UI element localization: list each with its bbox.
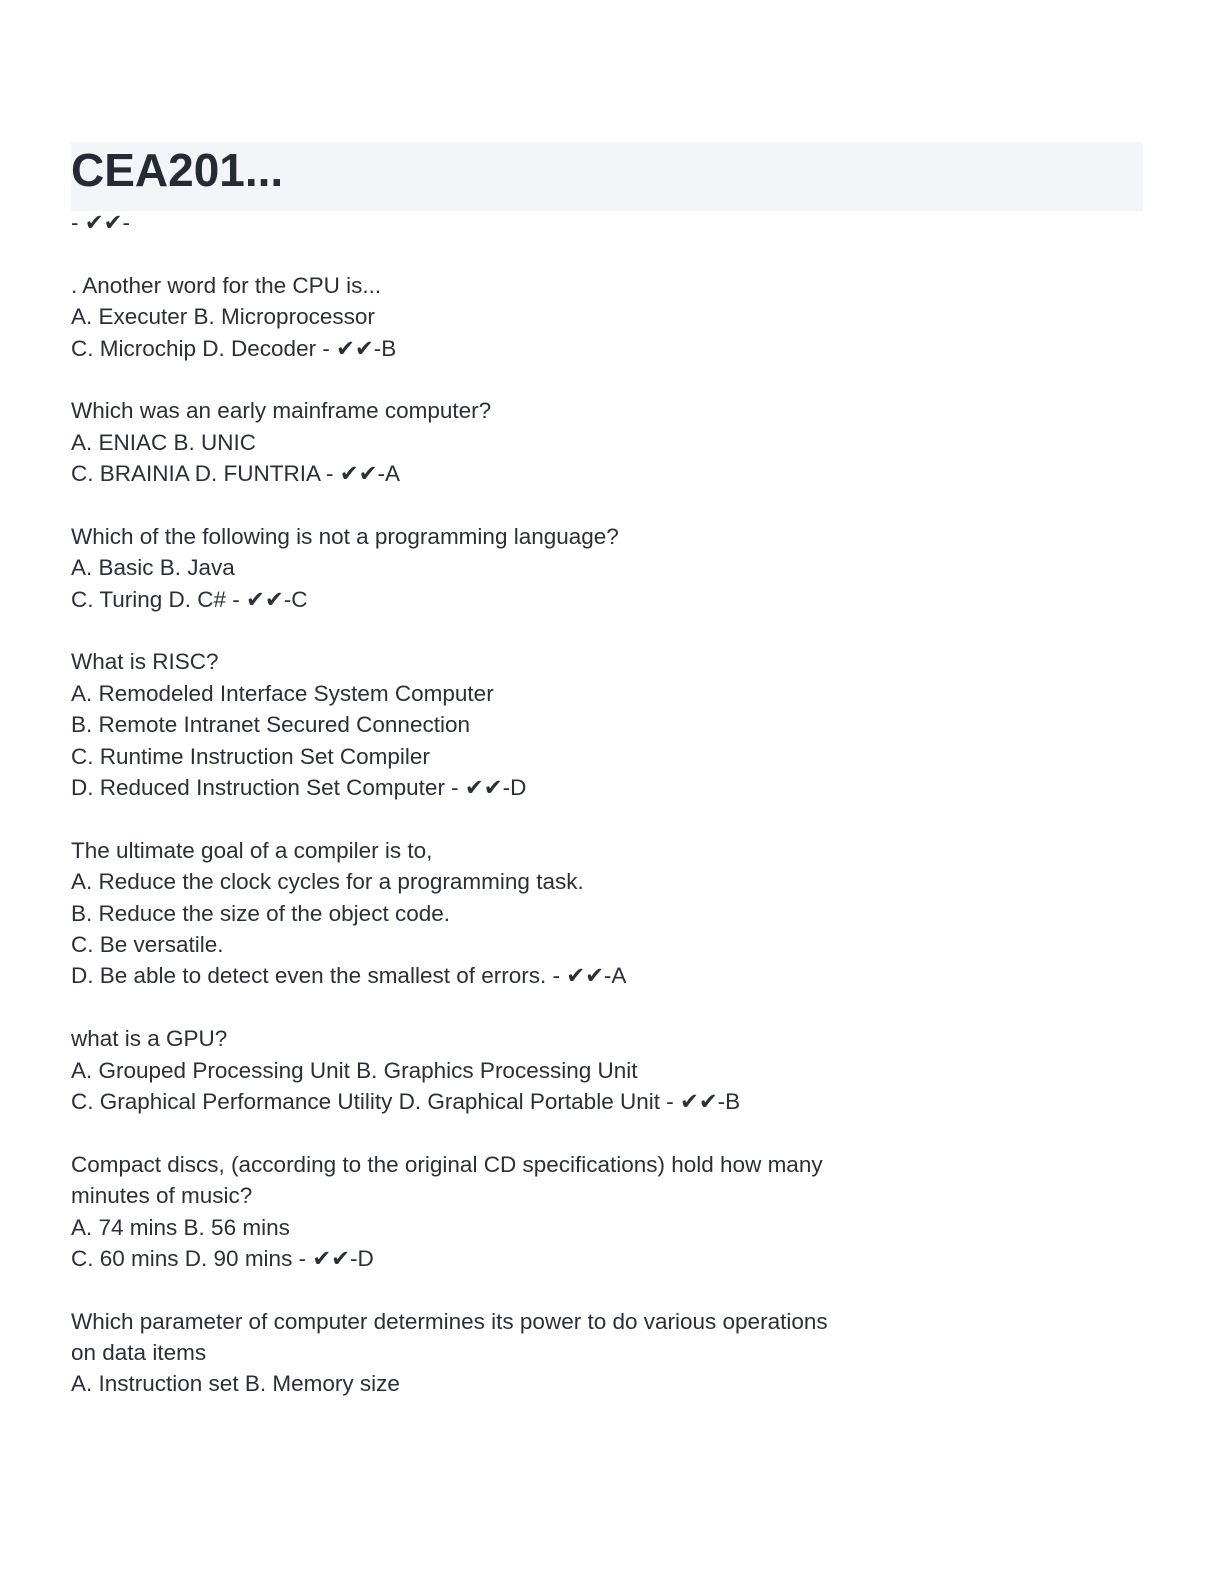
answer-options-line: C. 60 mins D. 90 mins - ✔✔-D	[71, 1245, 374, 1271]
answer-options-line: D. Reduced Instruction Set Computer - ✔✔-D	[71, 775, 527, 801]
answer-options-line: C. BRAINIA D. FUNTRIA - ✔✔-A	[71, 461, 400, 487]
answer-options-line: C. Graphical Performance Utility D. Graphical Portable Unit - ✔✔-B	[71, 1088, 741, 1114]
question-block	[71, 521, 931, 615]
answer-options-line: C. Runtime Instruction Set Compiler	[71, 743, 430, 769]
document-title: CEA201...	[71, 144, 284, 196]
answer-options-line: A. Reduce the clock cycles for a programming task.	[71, 869, 584, 895]
answer-options-line: A. 74 mins B. 56 mins	[71, 1214, 290, 1240]
answer-options-line: A. Instruction set B. Memory size	[71, 1371, 400, 1397]
question-text: Which of the following is not a programming language?	[71, 523, 619, 549]
answer-options-line: B. Reduce the size of the object code.	[71, 900, 450, 926]
question-block	[71, 270, 931, 364]
answer-options-line: minutes of music?	[71, 1183, 253, 1209]
answer-options-line: A. ENIAC B. UNIC	[71, 429, 257, 455]
document-body	[71, 207, 931, 1400]
answer-options-line: on data items	[71, 1340, 207, 1366]
answer-options-line: A. Grouped Processing Unit B. Graphics Processing Unit	[71, 1057, 638, 1083]
answer-options-line: B. Remote Intranet Secured Connection	[71, 712, 470, 738]
question-text: The ultimate goal of a compiler is to,	[71, 837, 433, 863]
question-block	[71, 395, 931, 489]
question-block	[71, 646, 931, 803]
question-text: Which parameter of computer determines its power to do various operations	[71, 1308, 828, 1334]
answer-options-line: A. Remodeled Interface System Computer	[71, 680, 494, 706]
answer-options-line: D. Be able to detect even the smallest of errors. - ✔✔-A	[71, 963, 627, 989]
answer-options-line: C. Turing D. C# - ✔✔-C	[71, 586, 308, 612]
question-list	[71, 270, 931, 1400]
question-text: . Another word for the CPU is...	[71, 272, 382, 298]
intro-line: - ✔✔-	[71, 210, 130, 235]
question-text: Compact discs, (according to the original CD specifications) hold how many	[71, 1151, 823, 1177]
question-block	[71, 835, 931, 992]
question-block	[71, 1306, 931, 1400]
answer-options-line: A. Basic B. Java	[71, 555, 235, 581]
question-block	[71, 1023, 931, 1117]
answer-options-line: C. Be versatile.	[71, 931, 224, 957]
question-text: Which was an early mainframe computer?	[71, 398, 492, 424]
question-block	[71, 1149, 931, 1275]
question-text: What is RISC?	[71, 649, 219, 675]
answer-options-line: C. Microchip D. Decoder - ✔✔-B	[71, 335, 397, 361]
answer-options-line: A. Executer B. Microprocessor	[71, 304, 375, 330]
question-text: what is a GPU?	[71, 1026, 228, 1052]
